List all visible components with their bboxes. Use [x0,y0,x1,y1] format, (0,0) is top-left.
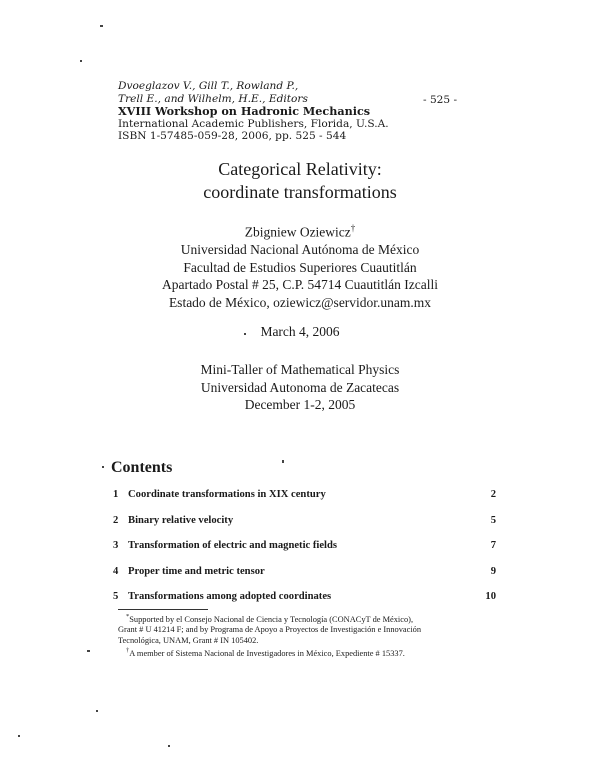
table-of-contents [113,489,496,604]
publication-header [118,80,389,143]
scan-speck [87,650,90,652]
toc-entry-page: 5 [490,514,496,526]
footnote-1-line-1: *Supported by el Consejo Nacional de Ciencia y Tecnología (CONACyT de México), [126,613,414,624]
scan-speck [282,460,284,463]
footnote-1-line-3: Tecnológica, UNAM, Grant # IN 105402. [118,635,259,645]
scan-speck [18,735,20,737]
scan-speck [96,710,98,712]
toc-entry[interactable] [113,591,496,605]
toc-entry-title: Coordinate transformations in XIX century [128,489,326,500]
state-email: Estado de México, oziewicz@servidor.unam.mx [168,294,432,310]
publisher: International Academic Publishers, Florida, U.S.A. [118,117,389,130]
footnote-2-mark: † [126,647,130,654]
scan-speck [244,333,246,335]
editors-line-2: Trell E., and Wilhelm, H.E., Editors [118,92,308,105]
address: Apartado Postal # 25, C.P. 54714 Cuautitlán Izcalli [162,277,438,292]
toc-entry[interactable] [113,566,496,580]
footnote-rule [118,609,208,610]
venue-line-2: Universidad Autonoma de Zacatecas [200,379,400,395]
toc-entry-number: 1 [113,489,119,500]
book-title: XVIII Workshop on Hadronic Mechanics [118,104,371,119]
toc-entry-number: 2 [113,514,119,526]
affiliation-2: Facultad de Estudios Superiores Cuautitlán [183,259,417,275]
venue-block [0,361,600,414]
toc-entry[interactable] [113,489,496,503]
scan-speck [102,466,104,468]
author-name-mark: † [350,223,356,233]
toc-entry[interactable] [113,540,496,554]
toc-entry-title: Proper time and metric tensor [128,565,265,577]
page-number: - 525 - [423,94,458,106]
scan-speck [100,25,103,27]
footnote-1 [118,612,493,647]
paper-title [0,158,600,204]
author-block [0,220,600,311]
toc-entry-title: Transformations among adopted coordinates [128,591,332,602]
toc-entry-number: 4 [113,565,119,577]
scan-speck [80,60,82,62]
author-name: Zbigniew Oziewicz† [244,223,356,240]
scan-speck [168,745,170,747]
toc-entry-number: 5 [113,591,119,602]
toc-entry-page: 9 [490,565,496,577]
footnote-1-mark: * [126,613,130,620]
venue-line-3: December 1-2, 2005 [244,397,356,412]
toc-entry[interactable] [113,515,496,529]
footnote-2: †A member of Sistema Nacional de Investigadores in México, Expediente # 15337. [126,647,405,658]
footnote-1-line-2: Grant # U 41214 F; and by Programa de Apoyo a Proyectos de Investigación e Innovación [118,625,422,635]
toc-entry-page: 7 [490,540,496,551]
toc-entry-page: 10 [485,591,496,602]
date: March 4, 2006 [260,324,340,339]
editors-line-1: Dvoeglazov V., Gill T., Rowland P., [118,80,299,92]
venue-line-1: Mini-Taller of Mathematical Physics [200,362,400,377]
title-line-1: Categorical Relativity: [218,159,382,179]
title-line-2: coordinate transformations [203,182,397,202]
contents-heading: Contents [111,459,173,476]
toc-entry-page: 2 [490,489,496,500]
toc-entry-title: Binary relative velocity [128,514,234,526]
affiliation-1: Universidad Nacional Autónoma de México [180,242,420,257]
isbn: ISBN 1-57485-059-28, 2006, pp. 525 - 544 [118,130,347,143]
toc-entry-number: 3 [113,540,119,551]
toc-entry-title: Transformation of electric and magnetic fields [128,540,337,551]
